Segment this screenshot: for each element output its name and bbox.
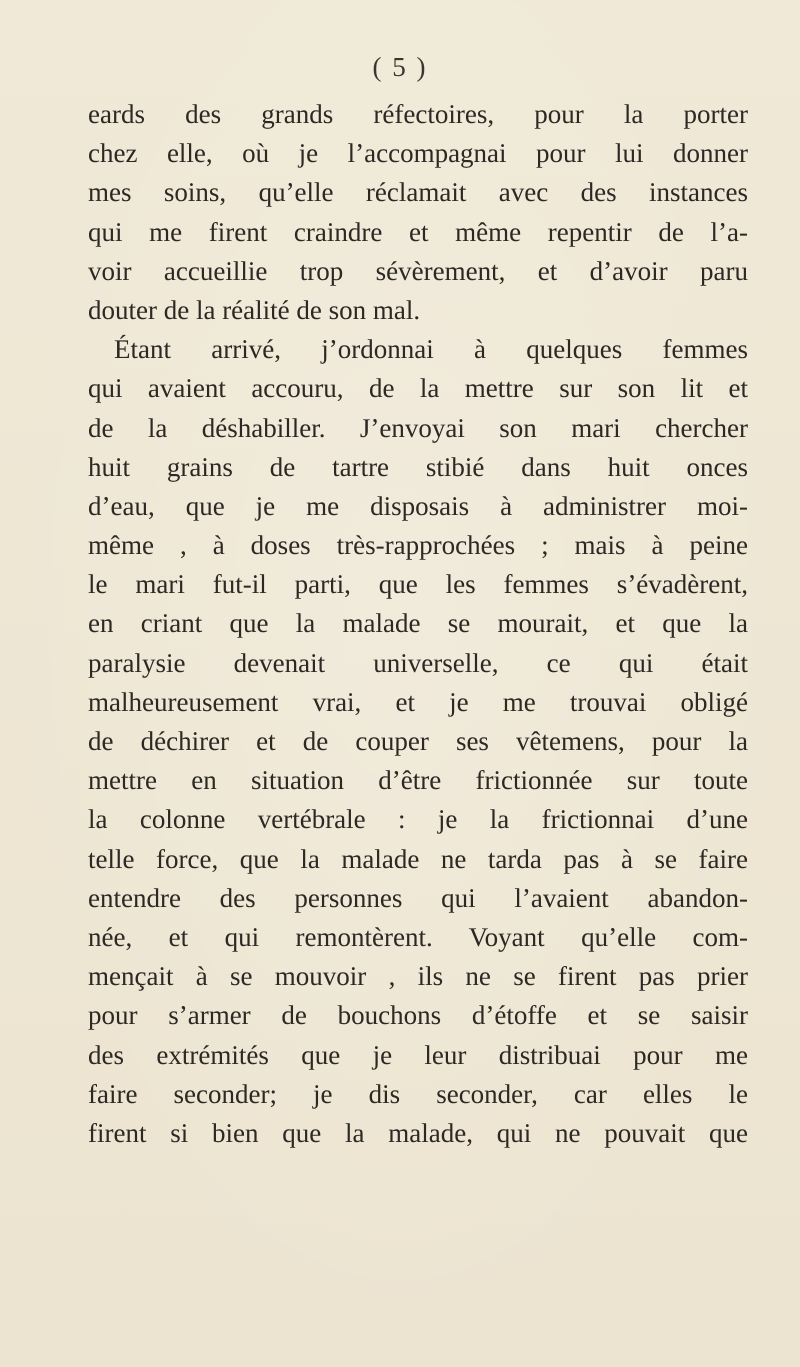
text-line: telle force, que la malade ne tarda pas à se faire bbox=[88, 843, 748, 874]
text-line: mes soins, qu’elle réclamait avec des instances bbox=[88, 177, 748, 208]
text-line: d’eau, que je me disposais à administrer moi- bbox=[88, 490, 748, 521]
text-line: huit grains de tartre stibié dans huit onces bbox=[88, 451, 748, 482]
text-line: de déchirer et de couper ses vêtemens, pour la bbox=[88, 726, 748, 756]
text-line: qui avaient accouru, de la mettre sur son lit et bbox=[88, 373, 748, 404]
text-line: qui me firent craindre et même repentir de l’a- bbox=[88, 216, 748, 247]
text-line: la colonne vertébrale : je la frictionnai d’une bbox=[88, 804, 748, 835]
text-line: des extrémités que je leur distribuai pour me bbox=[88, 1039, 748, 1070]
page-number: ( 5 ) bbox=[372, 52, 428, 82]
text-line: entendre des personnes qui l’avaient abandon- bbox=[88, 882, 748, 913]
text-line: firent si bien que la malade, qui ne pouvait que bbox=[88, 1117, 748, 1148]
text-line: malheureusement vrai, et je me trouvai obligé bbox=[88, 686, 748, 717]
text-line: douter de la réalité de son mal. bbox=[88, 294, 421, 325]
text-line: même , à doses très-rapprochées ; mais à peine bbox=[88, 530, 748, 561]
text-line: faire seconder; je dis seconder, car elles le bbox=[88, 1078, 748, 1109]
text-line: Étant arrivé, j’ordonnai à quelques femmes bbox=[114, 334, 748, 365]
text-line: le mari fut-il parti, que les femmes s’évadèrent, bbox=[88, 569, 748, 600]
text-line: mençait à se mouvoir , ils ne se firent pas prier bbox=[88, 961, 748, 992]
text-line: pour s’armer de bouchons d’étoffe et se saisir bbox=[88, 1000, 748, 1031]
text-line: mettre en situation d’être frictionnée sur toute bbox=[88, 765, 748, 796]
body-text bbox=[88, 95, 748, 1153]
text-line: eards des grands réfectoires, pour la porter bbox=[88, 99, 748, 129]
text-line: née, et qui remontèrent. Voyant qu’elle com- bbox=[88, 921, 748, 952]
text-line: de la déshabiller. J’envoyai son mari chercher bbox=[88, 412, 748, 443]
text-line: chez elle, où je l’accompagnai pour lui donner bbox=[88, 138, 748, 169]
text-line: voir accueillie trop sévèrement, et d’avoir paru bbox=[88, 255, 748, 286]
text-line: paralysie devenait universelle, ce qui était bbox=[88, 647, 748, 678]
text-line: en criant que la malade se mourait, et que la bbox=[88, 608, 748, 639]
